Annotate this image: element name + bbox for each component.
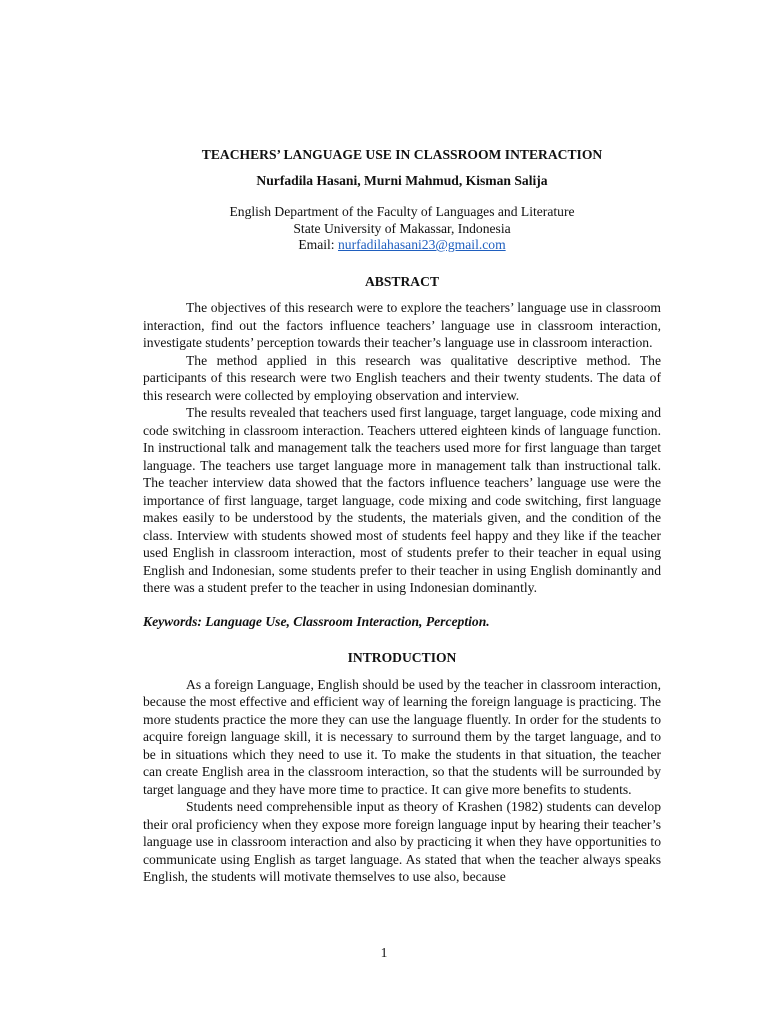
keywords-line: Keywords: Language Use, Classroom Interaction, Perception. xyxy=(143,613,490,629)
affiliation-university: State University of Makassar, Indonesia xyxy=(293,220,511,236)
abstract-heading: ABSTRACT xyxy=(364,273,440,289)
paper-title: TEACHERS’ LANGUAGE USE IN CLASSROOM INTERACTION xyxy=(201,147,603,162)
author-affiliation xyxy=(143,204,661,254)
introduction-paragraph: As a foreign Language, English should be used by the teacher in classroom interaction, because the most effective and efficient way of learning the foreign language is practicing. The more students practice the more they can use the language fluently. In order for the students to acquire foreign language skill, it is necessary to surround them by the target language, and to be in situations which they need to use it. To make the students in that situation, the teacher can create English area in the classroom interaction, so that the students will be surrounded by target language and they have more time to practice. It can give more benefits to students. xyxy=(143,676,661,797)
paper-body xyxy=(143,146,661,886)
affiliation-email-line xyxy=(143,237,661,254)
abstract-paragraph: The results revealed that teachers used first language, target language, code mixing and code switching in classroom interaction. Teachers uttered eighteen kinds of language function. In instructional talk and management talk the teachers used more for first language than target language. The teachers use target language more in management talk than instructional talk. The teacher interview data showed that the factors influence teachers’ language use were the importance of first language, target language, code mixing and code switching, first language makes easily to be understood by the students, the materials given, and the condition of the class. Interview with students showed most of students feel happy and they like if the teacher used English in classroom interaction, most of students prefer to their teacher in equal using English and Indonesian, some students prefer to their teacher in using English dominantly and there was a student prefer to the teacher in using Indonesian dominantly. xyxy=(143,405,661,595)
email-link[interactable]: nurfadilahasani23@gmail.com xyxy=(337,237,506,252)
page-number: 1 xyxy=(380,945,388,960)
abstract-paragraph: The method applied in this research was qualitative descriptive method. The participants of this research were two English teachers and their twenty students. The data of this research were collected by employing observation and interview. xyxy=(143,352,661,403)
introduction-paragraph: Students need comprehensible input as theory of Krashen (1982) students can develop their oral proficiency when they expose more foreign language input by hearing their teacher’s language use in classroom interaction and also by practicing it when they have opportunities to communicate using English as target language. As stated that when the teacher always speaks English, the students will motivate themselves to use also, because xyxy=(143,799,661,884)
affiliation-department: English Department of the Faculty of Languages and Literature xyxy=(229,204,575,219)
email-label: Email: xyxy=(298,237,338,252)
paper-authors: Nurfadila Hasani, Murni Mahmud, Kisman Salija xyxy=(256,172,548,188)
abstract-paragraph: The objectives of this research were to explore the teachers’ language use in classroom interaction, find out the factors influence teachers’ language use in classroom interaction, investigate students’ perception towards their teacher’s language use in classroom interaction. xyxy=(143,300,661,350)
introduction-heading: INTRODUCTION xyxy=(347,650,457,665)
